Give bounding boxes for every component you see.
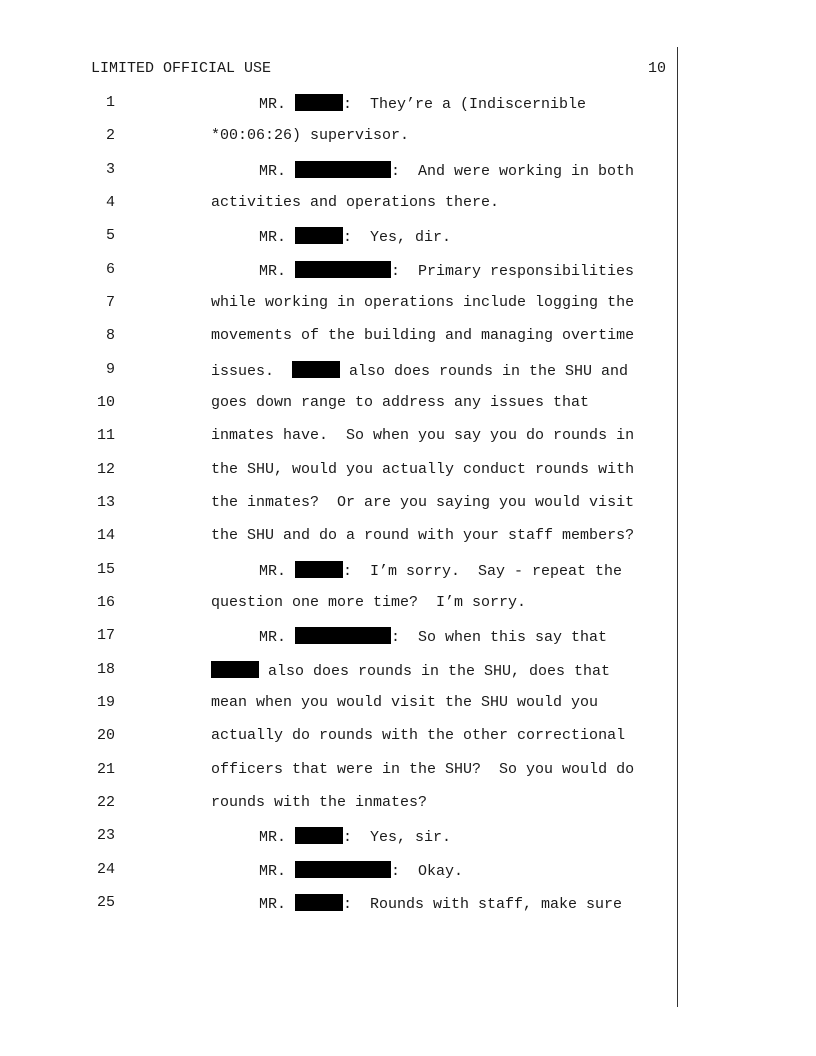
line-text: inmates have. So when you say you do rounds in	[211, 427, 635, 444]
transcript-line	[0, 94, 816, 114]
line-text: *00:06:26) supervisor.	[211, 127, 410, 144]
line-number: 23	[96, 827, 115, 844]
spoken-text: : Yes, sir.	[343, 829, 452, 846]
line-number: 14	[96, 527, 115, 544]
line-number: 13	[96, 494, 115, 511]
line-number: 20	[96, 727, 115, 744]
transcript-line	[0, 861, 816, 881]
line-text	[259, 827, 451, 846]
spoken-text: : So when this say that	[391, 629, 608, 646]
redaction-box	[295, 161, 391, 178]
line-text	[211, 361, 628, 380]
line-number: 6	[105, 261, 115, 278]
line-number: 16	[96, 594, 115, 611]
transcript-line	[0, 294, 816, 314]
line-text	[259, 261, 634, 280]
line-number: 7	[105, 294, 115, 311]
line-number: 9	[105, 361, 115, 378]
line-text	[259, 227, 451, 246]
transcript-line	[0, 427, 816, 447]
redaction-box	[295, 827, 343, 844]
speaker-prefix: MR.	[259, 629, 296, 646]
speaker-prefix: MR.	[259, 863, 296, 880]
line-number: 4	[105, 194, 115, 211]
line-text	[259, 161, 634, 180]
transcript-line	[0, 827, 816, 847]
spoken-text: : Yes, dir.	[343, 229, 452, 246]
transcript-line	[0, 661, 816, 681]
redaction-box	[211, 661, 259, 678]
line-text	[259, 627, 607, 646]
line-text: mean when you would visit the SHU would you	[211, 694, 599, 711]
redaction-box	[295, 861, 391, 878]
redaction-box	[295, 94, 343, 111]
transcript-line	[0, 627, 816, 647]
speaker-prefix: MR.	[259, 163, 296, 180]
speaker-prefix: MR.	[259, 563, 296, 580]
line-text: the SHU and do a round with your staff members?	[211, 527, 635, 544]
line-number: 12	[96, 461, 115, 478]
transcript-line	[0, 461, 816, 481]
spoken-text: : Rounds with staff, make sure	[343, 896, 623, 913]
transcript-line	[0, 694, 816, 714]
spoken-text: : They’re a (Indiscernible	[343, 96, 587, 113]
line-number: 3	[105, 161, 115, 178]
line-number: 2	[105, 127, 115, 144]
line-text: activities and operations there.	[211, 194, 500, 211]
line-number: 5	[105, 227, 115, 244]
line-number: 1	[105, 94, 115, 111]
line-text	[211, 661, 610, 680]
line-text: the inmates? Or are you saying you would visit	[211, 494, 635, 511]
line-text: while working in operations include logging the	[211, 294, 635, 311]
transcript-line	[0, 594, 816, 614]
line-text: the SHU, would you actually conduct rounds with	[211, 461, 635, 478]
speaker-prefix: MR.	[259, 896, 296, 913]
text-after-redaction: also does rounds in the SHU, does that	[259, 663, 611, 680]
redaction-box	[295, 261, 391, 278]
transcript-line	[0, 894, 816, 914]
transcript-line	[0, 494, 816, 514]
transcript-line	[0, 527, 816, 547]
transcript-line	[0, 727, 816, 747]
line-text: goes down range to address any issues that	[211, 394, 590, 411]
transcript-line	[0, 761, 816, 781]
transcript-line	[0, 327, 816, 347]
speaker-prefix: MR.	[259, 263, 296, 280]
redaction-box	[295, 227, 343, 244]
transcript-line	[0, 227, 816, 247]
line-text	[259, 561, 622, 580]
line-number: 18	[96, 661, 115, 678]
line-number: 21	[96, 761, 115, 778]
line-number: 24	[96, 861, 115, 878]
spoken-text: : I’m sorry. Say - repeat the	[343, 563, 623, 580]
line-text: actually do rounds with the other correctional	[211, 727, 626, 744]
transcript-line	[0, 361, 816, 381]
line-number: 8	[105, 327, 115, 344]
spoken-text: : Okay.	[391, 863, 464, 880]
line-number: 25	[96, 894, 115, 911]
text-after-redaction: also does rounds in the SHU and	[340, 363, 629, 380]
line-number: 17	[96, 627, 115, 644]
spoken-text: : And were working in both	[391, 163, 635, 180]
page-number: 10	[647, 60, 666, 77]
text-before-redaction: issues.	[211, 363, 293, 380]
line-text	[259, 894, 622, 913]
transcript-line	[0, 794, 816, 814]
line-number: 11	[96, 427, 115, 444]
speaker-prefix: MR.	[259, 96, 296, 113]
line-text: movements of the building and managing overtime	[211, 327, 635, 344]
line-text: question one more time? I’m sorry.	[211, 594, 527, 611]
transcript-line	[0, 261, 816, 281]
speaker-prefix: MR.	[259, 829, 296, 846]
redaction-box	[295, 627, 391, 644]
line-number: 22	[96, 794, 115, 811]
classification-header: LIMITED OFFICIAL USE	[91, 60, 272, 77]
line-number: 15	[96, 561, 115, 578]
transcript-line	[0, 561, 816, 581]
transcript-line	[0, 127, 816, 147]
speaker-prefix: MR.	[259, 229, 296, 246]
line-number: 19	[96, 694, 115, 711]
line-number: 10	[96, 394, 115, 411]
line-text: rounds with the inmates?	[211, 794, 428, 811]
line-text	[259, 861, 463, 880]
spoken-text: : Primary responsibilities	[391, 263, 635, 280]
line-text: officers that were in the SHU? So you would do	[211, 761, 635, 778]
redaction-box	[292, 361, 340, 378]
transcript-line	[0, 394, 816, 414]
redaction-box	[295, 561, 343, 578]
transcript-line	[0, 194, 816, 214]
redaction-box	[295, 894, 343, 911]
transcript-line	[0, 161, 816, 181]
line-text	[259, 94, 586, 113]
